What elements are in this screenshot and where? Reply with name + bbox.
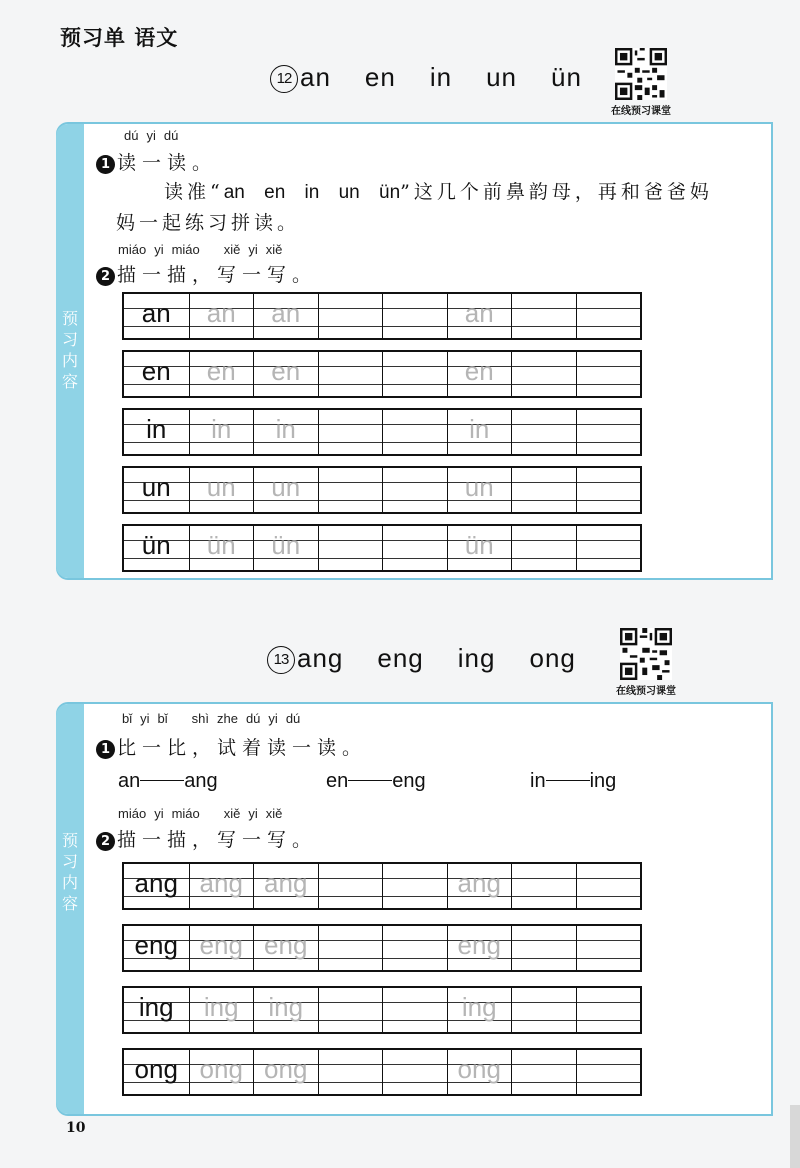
page-edge xyxy=(790,1105,800,1168)
model-letters: un xyxy=(141,472,171,502)
writing-grid-cell[interactable] xyxy=(576,468,641,512)
compare-pair: in ing xyxy=(530,770,617,792)
page-header-title: 预习单 语文 xyxy=(60,26,179,50)
trace-letters: un xyxy=(206,472,236,502)
writing-grid-cell[interactable] xyxy=(124,526,189,570)
writing-grid-cell[interactable] xyxy=(318,410,383,454)
compare-pair: an ang xyxy=(118,770,218,792)
writing-grid-cell[interactable] xyxy=(318,864,383,908)
side-tab-label: 预 习 内 容 xyxy=(61,309,78,391)
writing-grid-cell[interactable] xyxy=(124,988,189,1032)
writing-grid-cell[interactable] xyxy=(511,468,576,512)
writing-grid-cell[interactable] xyxy=(447,988,512,1032)
writing-grid-cell[interactable] xyxy=(253,864,318,908)
trace-letters: ong xyxy=(264,1054,308,1084)
model-letters: in xyxy=(146,414,167,444)
writing-grid-cell[interactable] xyxy=(189,526,254,570)
writing-grid-cell[interactable] xyxy=(447,468,512,512)
qr-code-icon[interactable] xyxy=(615,48,667,100)
writing-grid-cell[interactable] xyxy=(382,410,447,454)
question-number-badge: 1 xyxy=(96,155,115,174)
trace-letters: ong xyxy=(199,1054,243,1084)
writing-grid-cell[interactable] xyxy=(382,864,447,908)
writing-grid-cell[interactable] xyxy=(189,1050,254,1094)
writing-grid-cell[interactable] xyxy=(447,410,512,454)
lesson-number-badge: 13 xyxy=(267,646,295,674)
writing-grid-cell[interactable] xyxy=(318,526,383,570)
trace-letters: an xyxy=(271,298,301,328)
writing-grid-cell[interactable] xyxy=(253,988,318,1032)
trace-letters: un xyxy=(271,472,301,502)
lesson-word: eng xyxy=(377,643,424,673)
writing-grid-cell[interactable] xyxy=(576,294,641,338)
writing-grid-row xyxy=(122,1048,642,1096)
pinyin-annotation: miáo yi miáo xiě yi xiě xyxy=(118,242,283,257)
writing-grid-cell[interactable] xyxy=(382,468,447,512)
question-1-title: 1 读一读。 xyxy=(96,148,217,175)
qr-label: 在线预习课堂 xyxy=(611,106,671,117)
question-number-badge: 2 xyxy=(96,267,115,286)
writing-grid-cell[interactable] xyxy=(511,526,576,570)
trace-letters: ing xyxy=(268,992,304,1022)
writing-grid-cell[interactable] xyxy=(576,526,641,570)
writing-grid-cell[interactable] xyxy=(576,410,641,454)
writing-grid-cell[interactable] xyxy=(447,864,512,908)
side-tab xyxy=(56,124,84,578)
writing-grid-cell[interactable] xyxy=(124,1050,189,1094)
question-number-badge: 1 xyxy=(96,740,115,759)
writing-grid-row xyxy=(122,862,642,910)
writing-grid-cell[interactable] xyxy=(189,926,254,970)
writing-grid-row xyxy=(122,466,642,514)
lesson-word: ing xyxy=(457,643,496,673)
qr-label: 在线预习课堂 xyxy=(616,686,676,697)
question-2-title: 2 描一描，写一写。 xyxy=(96,260,317,287)
writing-grid-cell[interactable] xyxy=(124,864,189,908)
writing-grid-cell[interactable] xyxy=(576,988,641,1032)
writing-grid-cell[interactable] xyxy=(124,410,189,454)
page-number: 10 xyxy=(66,1120,86,1136)
writing-grid-cell[interactable] xyxy=(318,926,383,970)
writing-grid-cell[interactable] xyxy=(253,352,318,396)
writing-grid-cell[interactable] xyxy=(511,926,576,970)
writing-grid-cell[interactable] xyxy=(253,926,318,970)
writing-grid-cell[interactable] xyxy=(318,988,383,1032)
writing-grid-cell[interactable] xyxy=(253,410,318,454)
writing-grid-cell[interactable] xyxy=(189,468,254,512)
trace-letters: an xyxy=(206,298,236,328)
qr-code-icon[interactable] xyxy=(620,628,672,680)
lesson-13-title xyxy=(267,643,576,674)
trace-letters: ün xyxy=(206,530,236,560)
question-1-title: 1 比一比，试着读一读。 xyxy=(96,733,367,760)
writing-grid-cell[interactable] xyxy=(318,294,383,338)
writing-grid-cell[interactable] xyxy=(318,352,383,396)
model-letters: an xyxy=(141,298,171,328)
lesson-12-title xyxy=(270,62,582,93)
model-letters: eng xyxy=(134,930,178,960)
writing-grid-cell[interactable] xyxy=(576,1050,641,1094)
writing-grid-cell[interactable] xyxy=(253,468,318,512)
writing-grid-cell[interactable] xyxy=(511,352,576,396)
trace-letters: eng xyxy=(199,930,243,960)
writing-grid-cell[interactable] xyxy=(253,1050,318,1094)
writing-grid-cell[interactable] xyxy=(511,1050,576,1094)
question-2-title: 2 描一描，写一写。 xyxy=(96,825,317,852)
trace-letters: un xyxy=(464,472,494,502)
writing-grid-cell[interactable] xyxy=(447,1050,512,1094)
trace-letters: ün xyxy=(464,530,494,560)
writing-grid-cell[interactable] xyxy=(189,864,254,908)
lesson-word: un xyxy=(486,62,518,92)
compare-pair: en eng xyxy=(326,770,426,792)
trace-letters: ang xyxy=(457,868,501,898)
writing-grid-cell[interactable] xyxy=(511,294,576,338)
question-1-text-line1: 读准“an en in un ün”这几个前鼻韵母，再和爸爸妈 xyxy=(164,181,713,203)
lesson-number-badge: 12 xyxy=(270,65,298,93)
side-tab xyxy=(56,704,84,1114)
trace-letters: in xyxy=(469,414,490,444)
writing-grid-cell[interactable] xyxy=(318,1050,383,1094)
pinyin-annotation: dú yi dú xyxy=(124,128,179,143)
model-letters: ang xyxy=(134,868,178,898)
lesson-word: in xyxy=(429,62,453,92)
writing-grid-cell[interactable] xyxy=(576,864,641,908)
trace-letters: en xyxy=(464,356,494,386)
model-letters: ün xyxy=(141,530,171,560)
writing-grid-cell[interactable] xyxy=(253,294,318,338)
writing-grid-cell[interactable] xyxy=(382,988,447,1032)
trace-letters: in xyxy=(211,414,232,444)
writing-grid-cell[interactable] xyxy=(124,926,189,970)
trace-letters: an xyxy=(464,298,494,328)
trace-letters: en xyxy=(206,356,236,386)
writing-grid-cell[interactable] xyxy=(189,294,254,338)
pinyin-annotation: bǐ yi bǐ shì zhe dú yi dú xyxy=(122,711,301,726)
writing-grid-cell[interactable] xyxy=(447,926,512,970)
writing-grid-cell[interactable] xyxy=(382,926,447,970)
trace-letters: ing xyxy=(203,992,239,1022)
writing-grid-cell[interactable] xyxy=(511,988,576,1032)
writing-grid-cell[interactable] xyxy=(189,410,254,454)
writing-grid-row xyxy=(122,292,642,340)
trace-letters: ang xyxy=(264,868,308,898)
model-letters: en xyxy=(141,356,171,386)
writing-grid-row xyxy=(122,408,642,456)
question-1-text-line2: 妈一起练习拼读。 xyxy=(116,212,301,234)
writing-grid-cell[interactable] xyxy=(189,988,254,1032)
trace-letters: en xyxy=(271,356,301,386)
trace-letters: eng xyxy=(264,930,308,960)
lesson-word: ang xyxy=(297,643,344,673)
writing-grid-cell[interactable] xyxy=(511,410,576,454)
writing-grid-cell[interactable] xyxy=(253,526,318,570)
lesson-word: en xyxy=(364,62,396,92)
writing-grid-cell[interactable] xyxy=(382,294,447,338)
writing-grid-row xyxy=(122,524,642,572)
side-tab-label: 预 习 内 容 xyxy=(61,831,78,913)
writing-grid-row xyxy=(122,350,642,398)
writing-grid-row xyxy=(122,986,642,1034)
model-letters: ing xyxy=(138,992,174,1022)
writing-grid-cell[interactable] xyxy=(447,352,512,396)
writing-grid-cell[interactable] xyxy=(447,526,512,570)
writing-grid-cell[interactable] xyxy=(382,352,447,396)
lesson-word: an xyxy=(300,62,331,92)
pinyin-annotation: miáo yi miáo xiě yi xiě xyxy=(118,806,283,821)
writing-grid-row xyxy=(122,924,642,972)
model-letters: ong xyxy=(134,1054,178,1084)
question-number-badge: 2 xyxy=(96,832,115,851)
trace-letters: ün xyxy=(271,530,301,560)
writing-grid-cell[interactable] xyxy=(189,352,254,396)
writing-grid-cell[interactable] xyxy=(124,468,189,512)
trace-letters: ing xyxy=(461,992,497,1022)
lesson-word: ün xyxy=(551,62,582,92)
writing-grid-cell[interactable] xyxy=(124,294,189,338)
writing-grid-cell[interactable] xyxy=(511,864,576,908)
writing-grid-cell[interactable] xyxy=(447,294,512,338)
trace-letters: ong xyxy=(457,1054,501,1084)
trace-letters: eng xyxy=(457,930,501,960)
trace-letters: ang xyxy=(199,868,243,898)
writing-grid-cell[interactable] xyxy=(382,1050,447,1094)
writing-grid-cell[interactable] xyxy=(124,352,189,396)
writing-grid-cell[interactable] xyxy=(382,526,447,570)
writing-grid-cell[interactable] xyxy=(318,468,383,512)
writing-grid-cell[interactable] xyxy=(576,352,641,396)
lesson-word: ong xyxy=(529,643,576,673)
writing-grid-cell[interactable] xyxy=(576,926,641,970)
trace-letters: in xyxy=(275,414,296,444)
